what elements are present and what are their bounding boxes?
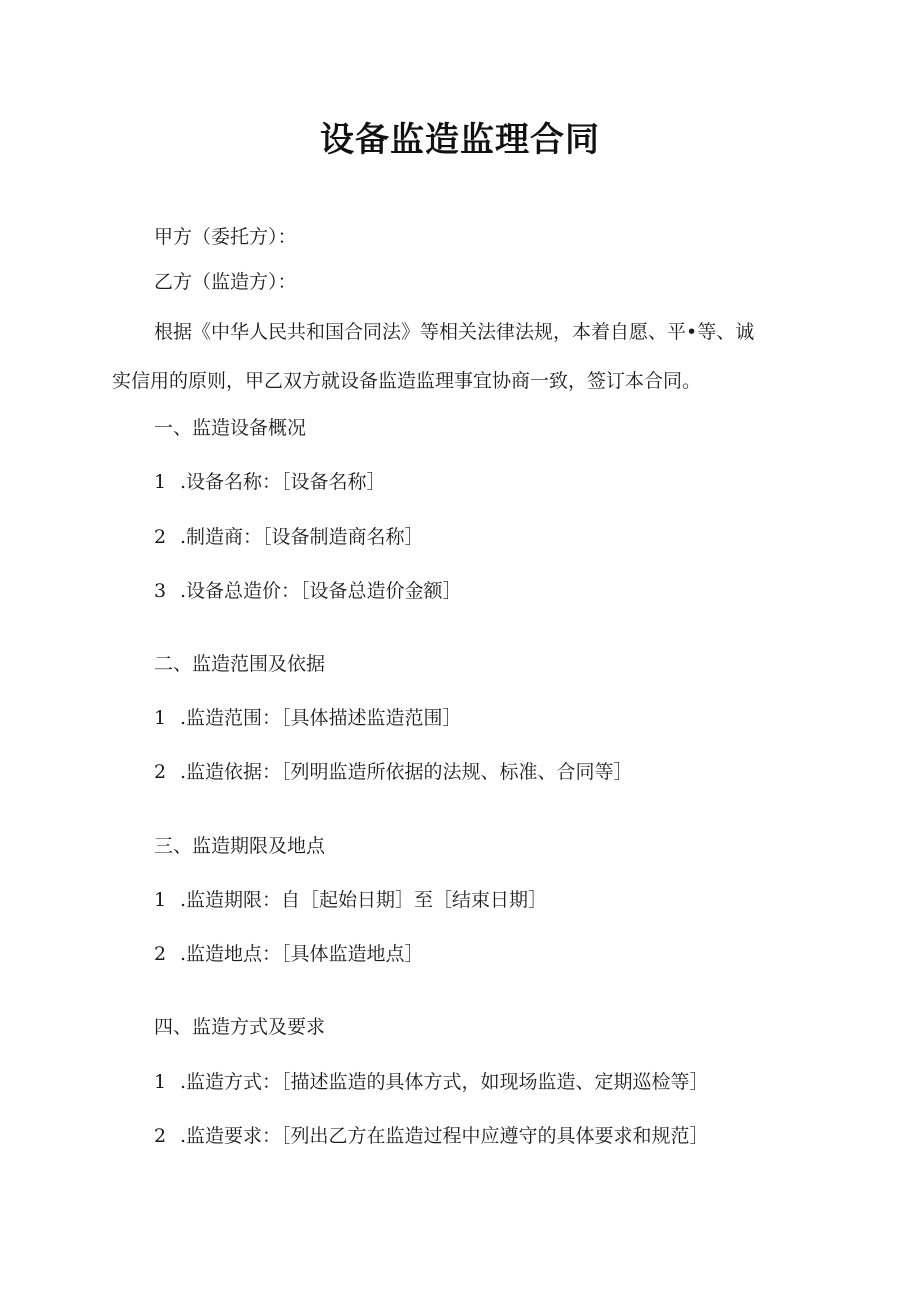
list-item: [154, 942, 424, 966]
party-a-line: 甲方（委托方）：: [154, 226, 297, 248]
section-heading: 三、监造期限及地点: [154, 835, 326, 857]
list-item: [154, 1124, 709, 1148]
preamble-line-2: 实信用的原则，甲乙双方就设备监造监理事宜协商一致，签订本合同。: [112, 370, 702, 392]
list-item: [154, 525, 424, 549]
section-heading: 二、监造范围及依据: [154, 653, 326, 675]
item-text: .监造要求：［列出乙方在监造过程中应遵守的具体要求和规范］: [180, 1125, 709, 1147]
item-number: 1: [154, 1071, 167, 1093]
item-number: 2: [154, 943, 167, 965]
item-number: 3: [154, 580, 167, 602]
item-text: .设备总造价：［设备总造价金额］: [180, 580, 462, 602]
section-heading: 四、监造方式及要求: [154, 1016, 326, 1038]
document-title: 设备监造监理合同: [320, 120, 600, 160]
item-number: 1: [154, 707, 167, 729]
item-number: 2: [154, 1125, 167, 1147]
party-b-line: 乙方（监造方）：: [154, 271, 297, 293]
item-text: .监造地点：［具体监造地点］: [180, 943, 424, 965]
item-text: .监造依据：［列明监造所依据的法规、标准、合同等］: [180, 761, 633, 783]
list-item: [154, 888, 547, 912]
preamble-line-1: 根据《中华人民共和国合同法》等相关法律法规，本着自愿、平•等、诚: [154, 321, 755, 343]
item-text: .设备名称：［设备名称］: [180, 471, 386, 493]
item-text: .监造期限：自［起始日期］至［结束日期］: [180, 889, 548, 911]
item-number: 1: [154, 471, 167, 493]
item-number: 2: [154, 761, 167, 783]
section-heading: 一、监造设备概况: [154, 417, 307, 439]
list-item: [154, 1070, 709, 1094]
list-item: [154, 579, 462, 603]
item-text: .监造方式：［描述监造的具体方式，如现场监造、定期巡检等］: [180, 1071, 709, 1093]
item-number: 2: [154, 526, 167, 548]
item-text: .监造范围：［具体描述监造范围］: [180, 707, 462, 729]
list-item: [154, 706, 462, 730]
list-item: [154, 760, 633, 784]
list-item: [154, 470, 386, 494]
item-number: 1: [154, 889, 167, 911]
item-text: .制造商：［设备制造商名称］: [180, 526, 424, 548]
